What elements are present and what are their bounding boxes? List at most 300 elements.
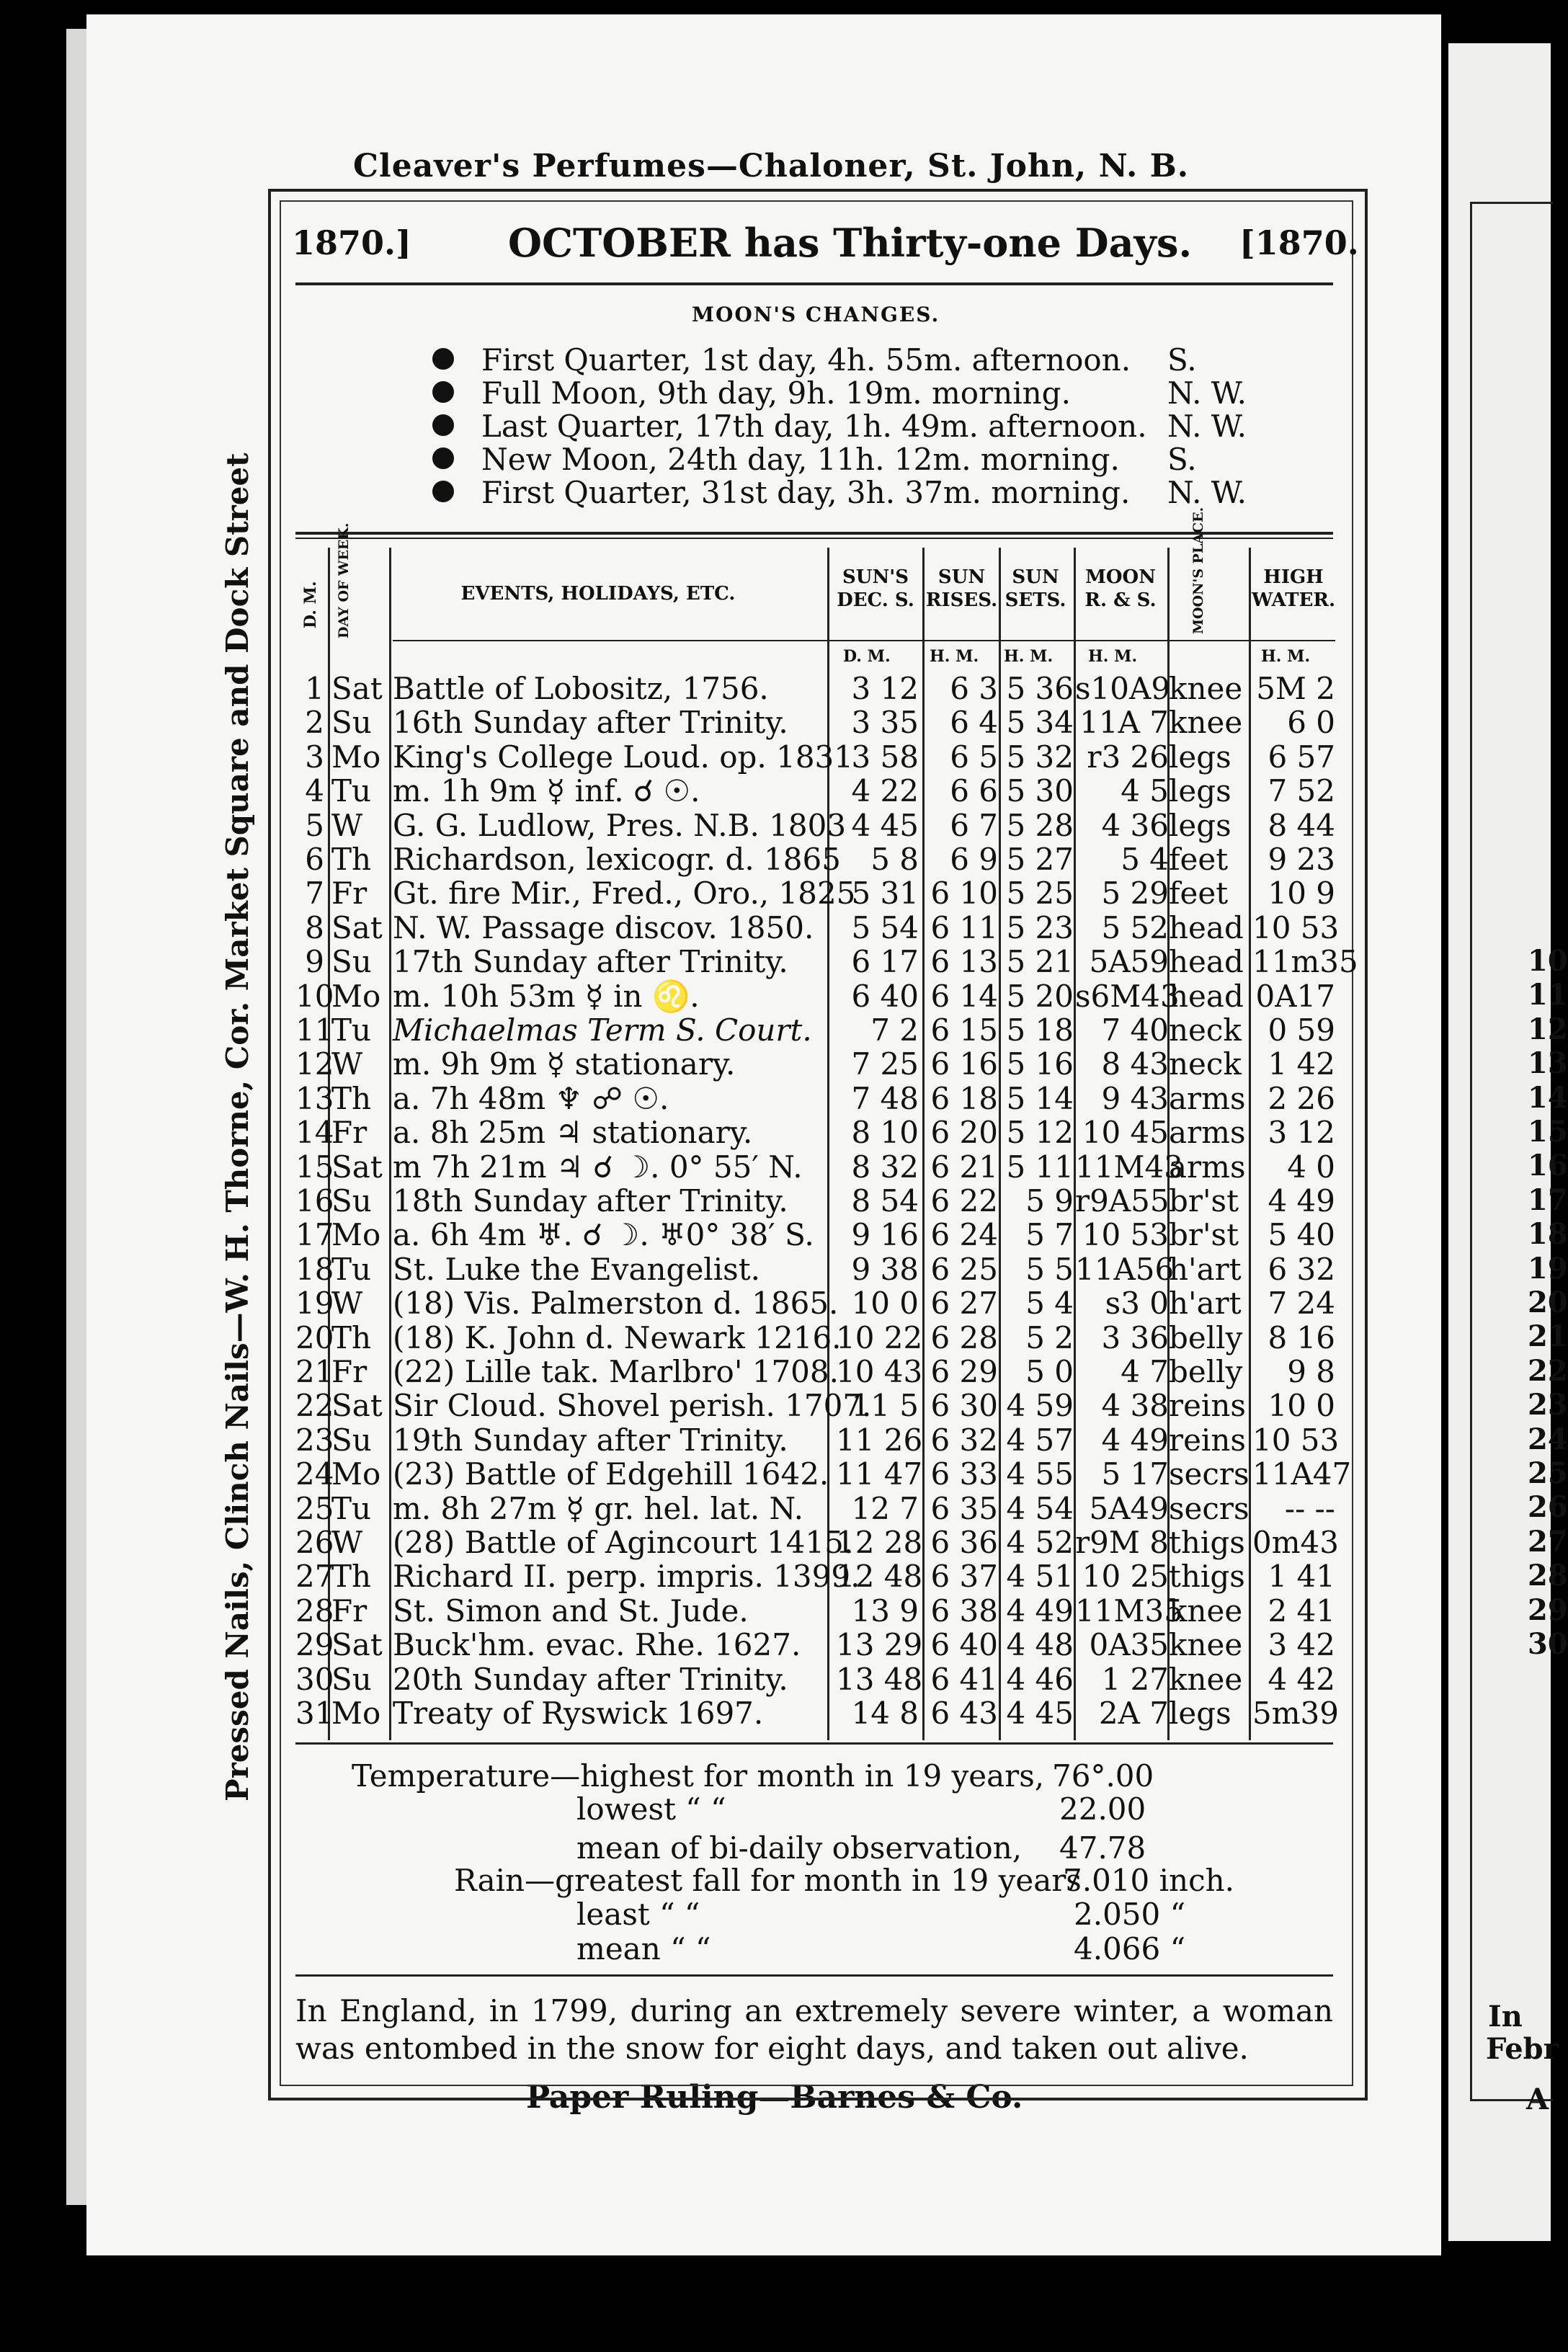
sun-sets: 5 34 [1006, 705, 1074, 741]
sun-declination: 14 8 [851, 1696, 919, 1731]
moon-rise-set: 4 49 [1101, 1422, 1169, 1458]
day-of-week: W [331, 1286, 363, 1322]
year-left: 1870.] [292, 223, 411, 262]
moon-rise-set: s10A9 [1075, 671, 1171, 706]
moon-place: thigs [1169, 1559, 1245, 1595]
high-water: 11m35 [1252, 944, 1358, 980]
sun-rises: 6 37 [930, 1559, 998, 1595]
historical-note: In England, in 1799, during an extremely severe winter, a woman was entombed in the snow for eight days, and taken out alive. [295, 1993, 1333, 2066]
moon-rise-set: 5 4 [1121, 842, 1169, 877]
moon-change-direction: N. W. [1167, 475, 1247, 510]
day-of-week: Mo [331, 1456, 381, 1492]
day-of-week: Th [331, 1319, 372, 1355]
moon-rise-set: r3 26 [1087, 739, 1169, 775]
high-water: 5 40 [1268, 1217, 1335, 1253]
rain-greatest-label: Rain—greatest fall for month in 19 years [454, 1863, 1082, 1898]
event-text: Michaelmas Term S. Court. [393, 1012, 812, 1048]
day-number: 27 [295, 1559, 334, 1595]
moon-place: h'art [1169, 1286, 1242, 1322]
next-page-day-number: 19 [1528, 1251, 1568, 1286]
sun-declination: 5 8 [870, 842, 919, 877]
sun-sets: 5 25 [1006, 876, 1074, 912]
event-text: Sir Cloud. Shovel perish. 1707. [393, 1388, 872, 1424]
moon-rise-set: 4 5 [1121, 773, 1169, 809]
high-water: 3 42 [1268, 1627, 1335, 1663]
sun-rises: 6 7 [950, 807, 998, 843]
moon-rise-set: 1 27 [1101, 1661, 1169, 1697]
title-rule [295, 282, 1333, 285]
sun-rises: 6 43 [930, 1696, 998, 1731]
moon-change-text: First Quarter, 31st day, 3h. 37m. morning. [481, 475, 1131, 510]
sun-rises: 6 5 [950, 739, 998, 775]
table-row [0, 1594, 1551, 1629]
sun-rises: 6 28 [930, 1319, 998, 1355]
table-row [0, 1696, 1551, 1731]
day-of-week: Fr [331, 876, 368, 912]
high-water: 4 42 [1268, 1661, 1335, 1697]
moon-change-text: New Moon, 24th day, 11h. 12m. morning. [481, 442, 1120, 477]
high-water: 10 0 [1268, 1388, 1335, 1424]
event-text: 18th Sunday after Trinity. [393, 1183, 788, 1219]
moon-rise-set: 5 52 [1101, 909, 1169, 945]
moon-rise-set: 5 17 [1101, 1456, 1169, 1492]
table-row [0, 1389, 1551, 1423]
day-number: 5 [305, 807, 324, 843]
sun-sets: 4 59 [1006, 1388, 1074, 1424]
day-number: 12 [295, 1046, 334, 1082]
day-of-week: Th [331, 1559, 372, 1595]
note-rule [295, 1974, 1333, 1977]
day-number: 18 [295, 1251, 334, 1287]
sun-rises: 6 14 [930, 978, 998, 1014]
table-row [0, 1525, 1551, 1560]
moon-place: knee [1169, 1627, 1243, 1663]
sun-rises: 6 29 [930, 1354, 998, 1389]
moon-place: head [1169, 909, 1244, 945]
moon-place: legs [1169, 1696, 1231, 1731]
day-number: 16 [295, 1183, 334, 1219]
header-advertisement: Cleaver's Perfumes—Chaloner, St. John, N. B. [353, 148, 1190, 184]
high-water: 5M 2 [1256, 671, 1335, 706]
sun-sets: 5 12 [1006, 1115, 1074, 1151]
next-page-day-number: 11 [1528, 978, 1568, 1012]
moon-place: arms [1169, 1080, 1246, 1116]
sun-sets: 5 7 [1025, 1217, 1074, 1253]
sun-sets: 5 11 [1006, 1149, 1074, 1185]
day-of-week: Tu [331, 1251, 372, 1287]
sun-declination: 3 35 [851, 705, 919, 741]
table-row [0, 1321, 1551, 1355]
temperature-mean-label: mean of bi-daily observation, [576, 1830, 1023, 1866]
moon-place: secrs [1169, 1490, 1250, 1526]
day-number: 9 [305, 944, 324, 980]
next-page-day-number: 30 [1528, 1627, 1568, 1661]
next-page-day-number: 12 [1528, 1012, 1568, 1046]
moon-place: legs [1169, 739, 1231, 775]
next-page-day-number: 17 [1528, 1182, 1568, 1217]
moon-rise-set: 0A35 [1089, 1627, 1169, 1663]
grid-line [827, 640, 1335, 641]
sun-declination: 11 47 [836, 1456, 923, 1492]
moon-place: neck [1169, 1046, 1242, 1082]
sun-sets: 5 20 [1006, 978, 1074, 1014]
unit-sets: H. M. [1004, 647, 1054, 666]
day-number: 19 [295, 1286, 334, 1322]
high-water: 2 26 [1268, 1080, 1335, 1116]
next-page-day-number: 20 [1528, 1286, 1568, 1319]
next-page-day-number: 28 [1528, 1559, 1568, 1593]
sun-declination: 12 48 [836, 1559, 923, 1595]
sun-declination: 10 0 [851, 1286, 919, 1322]
sun-rises: 6 40 [930, 1627, 998, 1663]
day-number: 31 [295, 1696, 334, 1731]
sun-sets: 5 21 [1006, 944, 1074, 980]
event-text: Buck'hm. evac. Rhe. 1627. [393, 1627, 801, 1663]
sun-sets: 5 2 [1025, 1319, 1074, 1355]
moon-rise-set: 4 36 [1101, 807, 1169, 843]
day-number: 29 [295, 1627, 334, 1663]
moon-rise-set: 5 29 [1101, 876, 1169, 912]
sun-rises: 6 4 [950, 705, 998, 741]
next-page-day-number: 16 [1528, 1149, 1568, 1183]
event-text: m. 1h 9m ☿ inf. ☌ ☉. [393, 773, 700, 809]
day-of-week: Mo [331, 1696, 381, 1731]
high-water: 9 23 [1268, 842, 1335, 877]
sun-rises: 6 30 [930, 1388, 998, 1424]
next-page-day-number: 23 [1528, 1388, 1568, 1422]
sun-sets: 5 4 [1025, 1286, 1074, 1322]
high-water: 3 12 [1268, 1115, 1335, 1151]
column-header-moon: MOON R. & S. [1084, 566, 1157, 611]
moon-change-direction: N. W. [1167, 409, 1247, 444]
day-number: 4 [305, 773, 324, 809]
table-row [0, 740, 1551, 775]
sun-declination: 9 38 [851, 1251, 919, 1287]
table-row [0, 774, 1551, 808]
moon-place: arms [1169, 1149, 1246, 1185]
sun-rises: 6 21 [930, 1149, 998, 1185]
moon-changes-heading: MOON'S CHANGES. [692, 303, 940, 326]
moon-place: knee [1169, 1661, 1243, 1697]
column-header-events: EVENTS, HOLIDAYS, ETC. [460, 583, 736, 605]
table-row [0, 876, 1551, 911]
table-row [0, 1218, 1551, 1252]
day-of-week: W [331, 807, 363, 843]
table-row [0, 1559, 1551, 1594]
sun-declination: 8 54 [851, 1183, 919, 1219]
moon-rise-set: 11A 7 [1079, 705, 1169, 741]
sun-declination: 6 40 [851, 978, 919, 1014]
sun-rises: 6 6 [950, 773, 998, 809]
moon-place: belly [1169, 1354, 1243, 1389]
sun-rises: 6 15 [930, 1012, 998, 1048]
next-page-day-number: 15 [1528, 1115, 1568, 1149]
day-of-week: Mo [331, 739, 381, 775]
moon-place: legs [1169, 807, 1231, 843]
sun-sets: 5 36 [1006, 671, 1074, 706]
moon-place: knee [1169, 705, 1243, 741]
event-text: Richard II. perp. impris. 1399. [393, 1559, 860, 1595]
moon-place: knee [1169, 671, 1243, 706]
high-water: 0m43 [1252, 1525, 1339, 1560]
unit-water: H. M. [1261, 647, 1311, 666]
table-row [0, 672, 1551, 706]
sun-rises: 6 22 [930, 1183, 998, 1219]
sun-rises: 6 24 [930, 1217, 998, 1253]
event-text: m 7h 21m ♃ ☌ ☽. 0° 55′ N. [393, 1149, 803, 1185]
moon-place: reins [1169, 1422, 1246, 1458]
moon-change-row [432, 375, 1283, 409]
moon-place: feet [1169, 842, 1229, 877]
sun-sets: 4 54 [1006, 1490, 1074, 1526]
sun-rises: 6 33 [930, 1456, 998, 1492]
moon-place: thigs [1169, 1525, 1245, 1560]
moon-phase-icon [432, 348, 454, 370]
unit-moon: H. M. [1088, 647, 1138, 666]
rain-least-value: 2.050 “ [1074, 1897, 1186, 1932]
sun-declination: 3 12 [851, 671, 919, 706]
next-page-day-number: 14 [1528, 1080, 1568, 1115]
day-of-week: Su [331, 1661, 372, 1697]
sun-sets: 4 46 [1006, 1661, 1074, 1697]
table-top-rule [295, 532, 1333, 535]
moon-rise-set: 5A59 [1089, 944, 1169, 980]
table-row [0, 1628, 1551, 1662]
next-page-day-number: 27 [1528, 1524, 1568, 1559]
sun-sets: 5 0 [1025, 1354, 1074, 1389]
day-of-week: W [331, 1525, 363, 1560]
day-number: 13 [295, 1080, 334, 1116]
sun-declination: 5 31 [851, 876, 919, 912]
sun-sets: 4 55 [1006, 1456, 1074, 1492]
high-water: 2 41 [1268, 1592, 1335, 1629]
high-water: 0A17 [1255, 978, 1335, 1014]
moon-rise-set: 9 43 [1101, 1080, 1169, 1116]
rain-greatest-value: 7.010 inch. [1063, 1863, 1234, 1898]
event-text: St. Luke the Evangelist. [393, 1251, 760, 1287]
event-text: a. 6h 4m ♅. ☌ ☽. ♅0° 38′ S. [393, 1217, 814, 1253]
day-of-week: Su [331, 1183, 372, 1219]
footer-advertisement: Paper Ruling—Barnes & Co. [526, 2079, 1023, 2116]
sun-rises: 6 16 [930, 1046, 998, 1082]
moon-place: neck [1169, 1012, 1242, 1048]
table-row [0, 1457, 1551, 1492]
sun-rises: 6 38 [930, 1592, 998, 1629]
table-row [0, 1115, 1551, 1150]
high-water: 6 0 [1287, 705, 1335, 741]
column-header-week: DAY OF WEEK. [336, 522, 352, 638]
next-page-day-number: 21 [1528, 1319, 1568, 1354]
day-of-week: Sat [331, 1149, 383, 1185]
day-of-week: W [331, 1046, 363, 1082]
day-of-week: Tu [331, 1490, 372, 1526]
sun-rises: 6 11 [930, 909, 998, 945]
day-number: 26 [295, 1525, 334, 1560]
next-page-day-number: 25 [1528, 1456, 1568, 1490]
column-header-place: MOON'S PLACE. [1190, 507, 1206, 634]
sun-sets: 5 18 [1006, 1012, 1074, 1048]
event-text: Battle of Lobositz, 1756. [393, 671, 769, 706]
high-water: 0 59 [1268, 1012, 1335, 1048]
sun-declination: 6 17 [851, 944, 919, 980]
high-water: 8 44 [1268, 807, 1335, 843]
sun-sets: 4 49 [1006, 1592, 1074, 1629]
event-text: (22) Lille tak. Marlbro' 1708. [393, 1354, 839, 1389]
high-water: 10 9 [1268, 876, 1335, 912]
table-row [0, 911, 1551, 945]
sun-rises: 6 9 [950, 842, 998, 877]
day-of-week: Mo [331, 1217, 381, 1253]
moon-rise-set: 10 45 [1082, 1115, 1169, 1151]
event-text: G. G. Ludlow, Pres. N.B. 1803 [393, 807, 847, 843]
day-of-week: Tu [331, 1012, 372, 1048]
moon-place: h'art [1169, 1251, 1242, 1287]
sun-rises: 6 20 [930, 1115, 998, 1151]
event-text: King's College Loud. op. 1831 [393, 739, 854, 775]
high-water: 10 53 [1252, 909, 1340, 945]
day-of-week: Su [331, 705, 372, 741]
table-row [0, 945, 1551, 979]
sun-sets: 5 23 [1006, 909, 1074, 945]
sun-declination: 10 22 [836, 1319, 923, 1355]
high-water: 10 53 [1252, 1422, 1340, 1458]
day-number: 7 [305, 876, 324, 912]
moon-rise-set: 11M43 [1075, 1149, 1183, 1185]
moon-place: br'st [1169, 1183, 1239, 1219]
rain-mean-label: mean “ “ [576, 1931, 711, 1966]
table-top-rule [295, 538, 1333, 539]
day-of-week: Sat [331, 909, 383, 945]
high-water: 6 32 [1268, 1251, 1335, 1287]
day-number: 25 [295, 1490, 334, 1526]
sun-sets: 5 32 [1006, 739, 1074, 775]
moon-rise-set: 5A49 [1089, 1490, 1169, 1526]
sun-declination: 13 48 [836, 1661, 923, 1697]
table-row [0, 1252, 1551, 1287]
sun-sets: 5 28 [1006, 807, 1074, 843]
day-of-week: Th [331, 1080, 372, 1116]
sun-sets: 4 45 [1006, 1696, 1074, 1731]
sun-declination: 3 58 [851, 739, 919, 775]
event-text: 20th Sunday after Trinity. [393, 1661, 788, 1697]
sun-sets: 4 51 [1006, 1559, 1074, 1595]
moon-change-row [432, 409, 1283, 442]
grid-line [393, 640, 827, 641]
table-row [0, 1082, 1551, 1116]
moon-rise-set: 2A 7 [1098, 1696, 1169, 1731]
sun-rises: 6 41 [930, 1661, 998, 1697]
sun-rises: 6 35 [930, 1490, 998, 1526]
table-row [0, 1047, 1551, 1082]
day-of-week: Fr [331, 1115, 368, 1151]
moon-place: secrs [1169, 1456, 1250, 1492]
table-row [0, 842, 1551, 877]
sun-rises: 6 13 [930, 944, 998, 980]
sun-sets: 5 5 [1025, 1251, 1074, 1287]
sun-sets: 5 16 [1006, 1046, 1074, 1082]
moon-change-row [432, 475, 1283, 508]
moon-change-text: Last Quarter, 17th day, 1h. 49m. afternoon. [481, 409, 1147, 444]
high-water: 11A47 [1252, 1456, 1352, 1492]
moon-rise-set: s6M43 [1075, 978, 1180, 1014]
day-number: 6 [305, 842, 324, 877]
day-number: 2 [305, 705, 324, 741]
event-text: m. 10h 53m ☿ in ♌. [393, 978, 700, 1014]
sun-sets: 5 27 [1006, 842, 1074, 877]
day-number: 3 [305, 739, 324, 775]
rain-least-label: least “ “ [576, 1897, 700, 1932]
event-text: (28) Battle of Agincourt 1415. [393, 1525, 854, 1560]
event-text: (23) Battle of Edgehill 1642. [393, 1456, 829, 1492]
event-text: (18) K. John d. Newark 1216. [393, 1319, 842, 1355]
column-header-dec: SUN'S DEC. S. [837, 566, 914, 611]
day-of-week: Fr [331, 1354, 368, 1389]
table-row [0, 808, 1551, 843]
column-header-rises: SUN RISES. [925, 566, 998, 611]
next-page-day-number: 29 [1528, 1592, 1568, 1627]
sun-sets: 4 52 [1006, 1525, 1074, 1560]
sun-sets: 5 14 [1006, 1080, 1074, 1116]
sun-declination: 13 9 [851, 1592, 919, 1629]
moon-place: belly [1169, 1319, 1243, 1355]
event-text: Gt. fire Mir., Fred., Oro., 1825 [393, 876, 856, 912]
moon-rise-set: 10 25 [1082, 1559, 1169, 1595]
sun-sets: 5 30 [1006, 773, 1074, 809]
moon-rise-set: r9A55 [1075, 1183, 1170, 1219]
year-right: [1870. [1239, 223, 1359, 262]
unit-rises: H. M. [930, 647, 979, 666]
day-of-week: Su [331, 944, 372, 980]
sun-rises: 6 36 [930, 1525, 998, 1560]
sun-declination: 8 32 [851, 1149, 919, 1185]
moon-place: arms [1169, 1115, 1246, 1151]
temperature-lowest-label: lowest “ “ [576, 1791, 726, 1827]
high-water: 5m39 [1252, 1696, 1339, 1731]
moon-place: knee [1169, 1592, 1243, 1629]
moon-place: feet [1169, 876, 1229, 912]
day-number: 23 [295, 1422, 334, 1458]
column-header-sets: SUN SETS. [1004, 566, 1066, 611]
temperature-highest-label: Temperature—highest for month in 19 years, [352, 1758, 1045, 1794]
day-number: 21 [295, 1354, 334, 1389]
event-text: 17th Sunday after Trinity. [393, 944, 788, 980]
page-title: OCTOBER has Thirty-one Days. [508, 220, 1193, 266]
moon-change-text: Full Moon, 9th day, 9h. 19m. morning. [481, 375, 1071, 411]
day-number: 20 [295, 1319, 334, 1355]
event-text: (18) Vis. Palmerston d. 1865. [393, 1286, 839, 1322]
next-page-day-number: 24 [1528, 1422, 1568, 1456]
sun-declination: 12 7 [851, 1490, 919, 1526]
moon-place: head [1169, 978, 1244, 1014]
sun-rises: 6 25 [930, 1251, 998, 1287]
moon-phase-icon [432, 447, 454, 469]
next-page-day-number: 26 [1528, 1490, 1568, 1525]
sun-declination: 4 22 [851, 773, 919, 809]
sun-rises: 6 32 [930, 1422, 998, 1458]
moon-place: reins [1169, 1388, 1246, 1424]
event-text: m. 9h 9m ☿ stationary. [393, 1046, 736, 1082]
column-header-water: HIGH WATER. [1251, 566, 1336, 611]
high-water: -- -- [1284, 1490, 1335, 1526]
moon-rise-set: 8 43 [1101, 1046, 1169, 1082]
day-number: 22 [295, 1388, 334, 1424]
day-number: 11 [295, 1012, 334, 1048]
day-number: 30 [295, 1661, 334, 1697]
event-text: a. 8h 25m ♃ stationary. [393, 1115, 753, 1151]
moon-change-direction: S. [1167, 442, 1197, 477]
day-of-week: Sat [331, 1388, 383, 1424]
next-page-day-number: 13 [1528, 1046, 1568, 1081]
